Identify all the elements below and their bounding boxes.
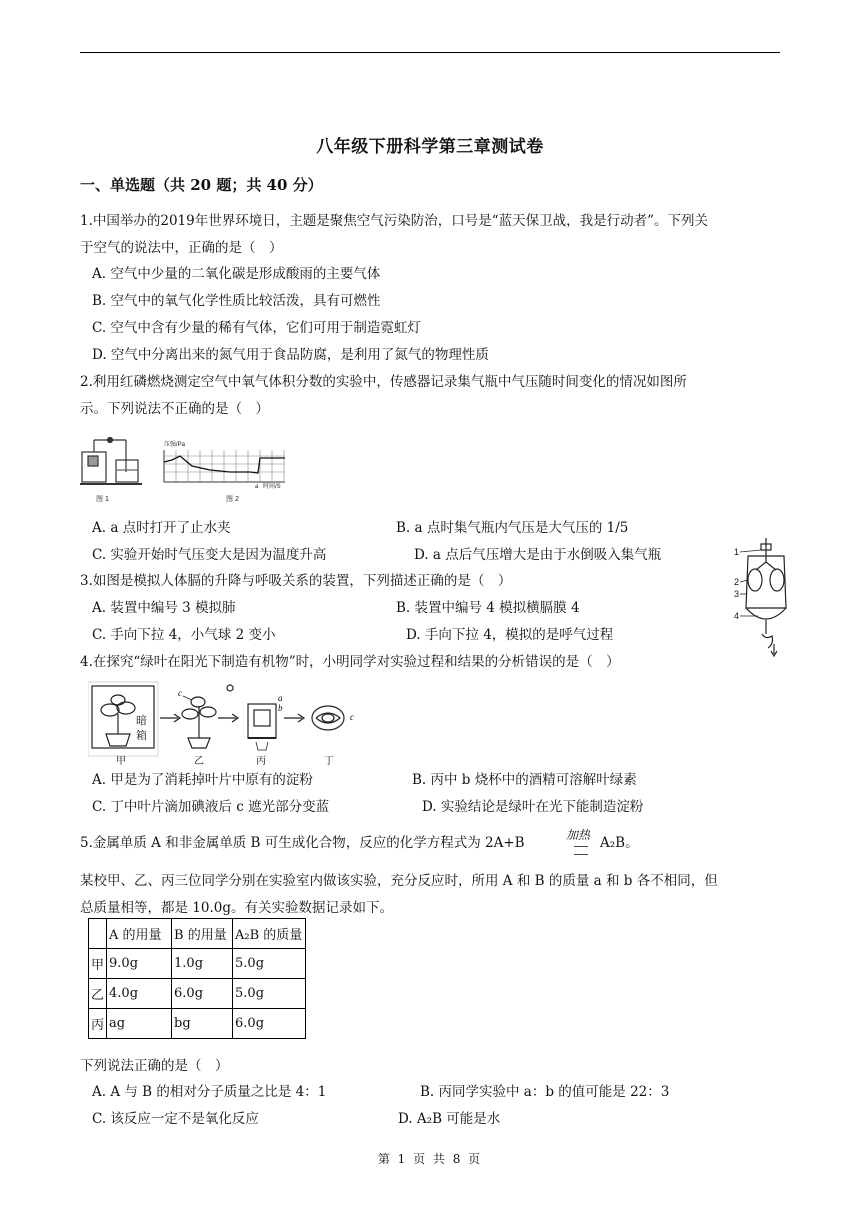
table-row: [89, 1009, 306, 1039]
q3-option-b: B. 装置中编号 4 模拟横膈膜 4: [396, 600, 580, 616]
q4-stem-line1: 4.在探究“绿叶在阳光下制造有机物”时，小明同学对实验过程和结果的分析错误的是（ ）: [80, 654, 620, 670]
q2-option-b: B. a 点时集气瓶内气压是大气压的 1/5: [396, 520, 629, 536]
q4-box-label: 箱: [136, 729, 147, 742]
q5-stem-line1b: A₂B。: [600, 835, 639, 851]
q5-equals-mark-bottom: [574, 854, 588, 855]
q2-option-d: D. a 点后气压增大是由于水倒吸入集气瓶: [414, 547, 662, 563]
table-cell: 丙: [89, 1009, 107, 1039]
q5-option-a: A. A 与 B 的相对分子质量之比是 4：1: [92, 1084, 327, 1100]
q1-option-d: D. 空气中分离出来的氮气用于食品防腐，是利用了氮气的物理性质: [92, 347, 489, 363]
q5-heat-condition: 加热: [566, 828, 591, 842]
q4-label-a: a: [278, 693, 283, 703]
table-row: [89, 949, 306, 979]
q4-option-c: C. 丁中叶片滴加碘液后 c 遮光部分变蓝: [92, 799, 330, 815]
q3-label-1: 1: [734, 547, 740, 557]
table-cell: 4.0g: [107, 979, 172, 1009]
table-cell: [89, 919, 107, 949]
q3-stem-line1: 3.如图是模拟人体膈的升降与呼吸关系的装置，下列描述正确的是（ ）: [80, 573, 512, 589]
q4-option-a: A. 甲是为了消耗掉叶片中原有的淀粉: [92, 772, 313, 788]
q4-experiment-figure: [88, 680, 368, 766]
q1-option-a: A. 空气中少量的二氧化碳是形成酸雨的主要气体: [92, 266, 381, 282]
q4-caption-yi: 乙: [194, 756, 204, 766]
q1-option-b: B. 空气中的氧气化学性质比较活泼，具有可燃性: [92, 293, 381, 309]
q2-fig1-caption: 图 1: [96, 496, 109, 503]
q4-caption-bing: 丙: [256, 756, 266, 766]
q3-label-2: 2: [734, 577, 740, 587]
table-header-cell: A₂B 的质量: [233, 919, 306, 949]
q5-stem-line2: 某校甲、乙、丙三位同学分别在实验室内做该实验，充分反应时，所用 A 和 B 的质量 a 和 b 各不相同，但: [80, 873, 718, 889]
q4-option-d: D. 实验结论是绿叶在光下能制造淀粉: [422, 799, 644, 815]
q3-option-c: C. 手向下拉 4，小气球 2 变小: [92, 627, 276, 643]
q4-dark-label: 暗: [136, 714, 147, 727]
q3-label-4: 4: [734, 611, 740, 621]
q2-fig-y-label: 压强/Pa: [164, 442, 186, 448]
table-cell: 甲: [89, 949, 107, 979]
table-cell: 6.0g: [172, 979, 233, 1009]
table-cell: ag: [107, 1009, 172, 1039]
q3-option-d: D. 手向下拉 4，模拟的是呼气过程: [406, 627, 614, 643]
q2-fig-x-label: 时间/S: [263, 484, 281, 490]
section-heading: 一、单选题（共 20 题；共 40 分）: [80, 176, 323, 194]
table-header-row: [89, 919, 306, 949]
q5-data-table: [88, 918, 306, 1039]
q4-label-c1: c: [178, 688, 182, 698]
q3-diaphragm-model-figure: [728, 536, 804, 660]
q1-stem-line1: 1.中国举办的2019年世界环境日，主题是聚焦空气污染防治，口号是“蓝天保卫战，我是行动者”。下列关: [80, 213, 709, 229]
header-rule: [80, 52, 780, 53]
table-cell: 9.0g: [107, 949, 172, 979]
table-cell: 5.0g: [233, 979, 306, 1009]
q2-stem-line2: 示。下列说法不正确的是（ ）: [80, 401, 269, 417]
table-cell: 1.0g: [172, 949, 233, 979]
q1-stem-line2: 于空气的说法中，正确的是（ ）: [80, 240, 283, 256]
table-header-cell: B 的用量: [172, 919, 233, 949]
table-header-cell: A 的用量: [107, 919, 172, 949]
q5-option-c: C. 该反应一定不是氧化反应: [92, 1111, 259, 1127]
q2-apparatus-and-pressure-figure: [80, 432, 290, 504]
q3-option-a: A. 装置中编号 3 模拟肺: [92, 600, 236, 616]
q2-stem-line1: 2.利用红磷燃烧测定空气中氧气体积分数的实验中，传感器记录集气瓶中气压随时间变化的情况如图所: [80, 374, 687, 390]
q2-fig2-caption: 图 2: [226, 496, 239, 503]
q2-option-a: A. a 点时打开了止水夹: [92, 520, 231, 536]
q4-label-b: b: [278, 703, 283, 713]
q4-caption-jia: 甲: [116, 756, 126, 766]
q5-option-b: B. 丙同学实验中 a：b 的值可能是 22：3: [420, 1084, 670, 1100]
table-cell: 乙: [89, 979, 107, 1009]
q4-option-b: B. 丙中 b 烧杯中的酒精可溶解叶绿素: [412, 772, 637, 788]
q3-label-3: 3: [734, 589, 740, 599]
q5-option-d: D. A₂B 可能是水: [398, 1111, 501, 1127]
table-cell: 5.0g: [233, 949, 306, 979]
table-row: [89, 979, 306, 1009]
q5-stem-line1a: 5.金属单质 A 和非金属单质 B 可生成化合物，反应的化学方程式为 2A+B: [80, 835, 525, 851]
q5-stem-line3: 总质量相等，都是 10.0g。有关实验数据记录如下。: [80, 900, 393, 916]
q5-equals-mark-top: [574, 846, 588, 847]
page-footer: 第 1 页 共 8 页: [377, 1152, 483, 1166]
q2-fig-point-a: a: [255, 484, 259, 490]
q5-stem-line4: 下列说法正确的是（ ）: [80, 1058, 229, 1074]
q1-option-c: C. 空气中含有少量的稀有气体，它们可用于制造霓虹灯: [92, 320, 421, 336]
page-title: 八年级下册科学第三章测试卷: [316, 137, 544, 157]
table-cell: bg: [172, 1009, 233, 1039]
q4-caption-ding: 丁: [324, 756, 334, 766]
q2-option-c: C. 实验开始时气压变大是因为温度升高: [92, 547, 327, 563]
table-cell: 6.0g: [233, 1009, 306, 1039]
q4-label-c2: c: [350, 712, 354, 722]
